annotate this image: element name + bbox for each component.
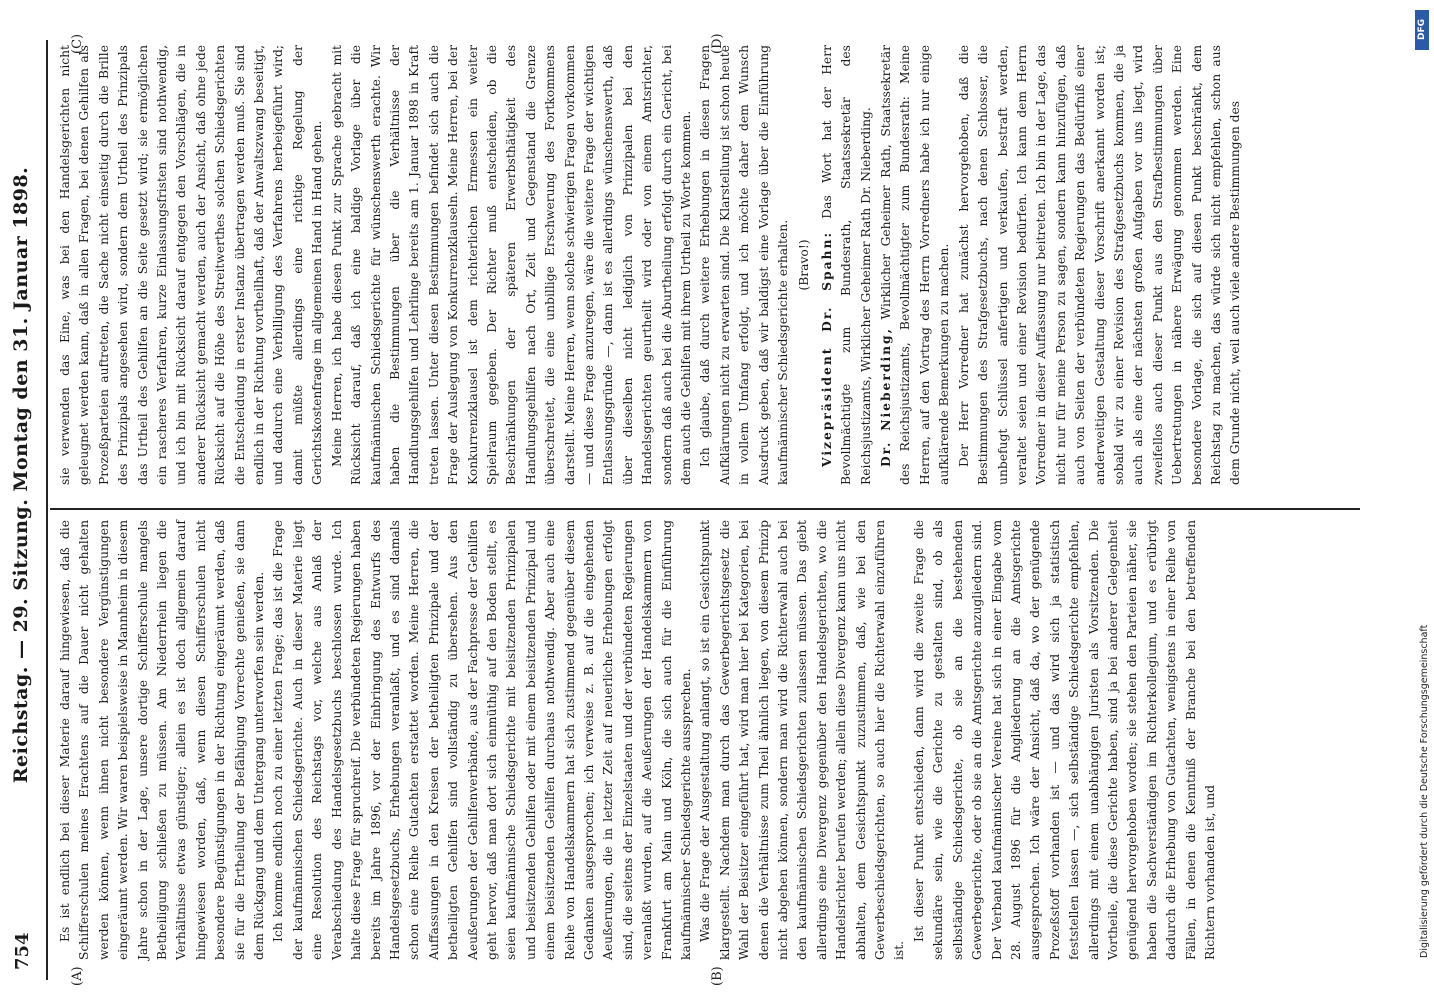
document-page — [0, 30, 1370, 990]
header-rule — [46, 40, 48, 980]
speaker-name: Dr. Nieberding, — [878, 327, 894, 467]
speaker-name: Vizepräsident Dr. Spahn: — [818, 231, 834, 467]
margin-mark-a: (A) — [70, 966, 85, 986]
running-header: Reichstag. — 29. Sitzung. Montag den 31. Januar 1898. — [10, 166, 32, 784]
speech-text: Das Wort hat der Herr Bevollmächtigte zum Bundesrath, Staatssekretär des Reichsjustizamts, Wirklicher Geheimer Rath Dr. Nieberding. — [819, 45, 873, 485]
speech-paragraph — [955, 45, 1246, 485]
digitization-credit — [1412, 6, 1430, 996]
left-column — [56, 520, 1220, 960]
paragraph: Es ist endlich bei dieser Materie darauf hingewiesen, daß die Schifferschulen meines Erachtens auf die Dauer nicht gehalten werden können, wenn ihnen nicht besondere Vergünstigungen eingeräumt werden. Wir waren beispielsweise in Mannheim in diesem Jahre schon in der Lage, unsere dortige Schifferschule mangels Betheiligung schließen zu müssen. Am Niederrhein liegen die Verhältnisse etwas günstiger; allein es ist doch allgemein darauf hingewiesen worden, daß, wenn diesen Schifferschulen nicht besondere Begünstigungen in der Richtung eingeräumt werden, daß sie für die Ertheilung der Befähigung Vorrechte genießen, sie dann dem Rückgang und dem Untergang unterworfen sein werden. — [58, 520, 267, 960]
speech-paragraph — [876, 45, 955, 485]
applause-note: (Bravo!) — [797, 239, 812, 291]
paragraph: Was die Frage der Ausgestaltung anlangt, so ist ein Gesichtspunkt klargestellt. Nachdem man durch das Gewerbegerichtsgesetz die Wahl der Beisitzer eingeführt hat, wird man hier bei Kategorien, bei denen die Verhältnisse zum Theil ähnlich liegen, von diesem Prinzip nicht abgehen können, sondern man wird die Richterwahl auch bei den kaufmännischen Schiedsgerichten zulassen müssen. Das giebt allerdings eine Divergenz gegenüber den Handelsgerichten, wo die Handelsrichter berufen werden; allein diese Divergenz kann uns nicht abhalten, dem Gesichtspunkt zuzustimmen, daß, wie bei den Gewerbeschiedsgerichten, so auch hier die Richterwahl einzuführen ist. — [698, 520, 907, 960]
margin-mark-b: (B) — [710, 966, 725, 986]
paragraph: Ist dieser Punkt entschieden, dann wird die zweite Frage die sekundäre sein, wie die Gerichte zu gestalten sind, ob als selbständige Schiedsgerichte, ob sie an die bestehenden Gewerbegerichte, oder ob sie an die Amtsgerichte anzugliedern sind. Der Verband kaufmännischer Vereine hat sich in einer Eingabe vom 28. August 1896 für die Angliederung an die Amtsgerichte ausgesprochen. Ich wäre der Ansicht, daß da, wo der genügende Prozeßstoff vorhanden ist — und das wird sich ja statistisch feststellen lassen —, sich selbständige Schiedsgerichte empfehlen, allerdings mit einem unabhängigen Juristen als Vorsitzenden. Die Vortheile, die diese Gerichte haben, sind ja bei anderer Gelegenheit genügend hervorgehoben worden; sie stehen den Parteien näher, sie haben die Sachverständigen im Richterkollegium, und es erübrigt dadurch die Erhebung von Gutachten, wenigstens in einer Reihe von Fällen, in denen die Kenntniß der Branche bei den betreffenden Richtern vorhanden ist, und — [911, 520, 1217, 960]
margin-mark-d: (D) — [710, 33, 725, 54]
page-number: 754 — [12, 932, 33, 970]
paragraph: sie verwenden das Eine, was bei den Handelsgerichten nicht geleugnet werden kann, daß in allen Fragen, bei denen Gehilfen als Prozeßparteien auftreten, die Sache nicht einseitig durch die Brille des Prinzipals angesehen wird, sondern dem Urtheil des Prinzipals das Urtheil des Gehilfen an die Seite gesetzt wird; sie ermöglichen ein rascheres Verfahren, kurze Einlassungsfristen sind nothwendig, und ich bin mit Rücksicht darauf entgegen den Vorschlägen, die in anderer Rücksicht gemacht werden, auch der Ansicht, daß ohne jede Rücksicht auf die Höhe des Streitwerthes solchen Schiedsgerichten die Entscheidung in erster Instanz übertragen werden muß. Sie sind endlich in der Richtung vortheilhaft, daß der Anwaltszwang beseitigt, und dadurch eine Verbilligung des Verfahrens herbeigeführt wird; damit müßte allerdings eine richtige Regelung der Gerichtskostenfrage im allgemeinen Hand in Hand gehen. — [58, 45, 325, 485]
speech-text: Wirklicher Geheimer Rath, Staatssekretär des Reichsjustizamts, Bevollmächtigter zum Bundesrath: Meine Herren, auf den Vortrag des Herrn Vorredners habe ich nur einige aufklärende Bemerkungen zu machen. — [879, 45, 952, 485]
right-column — [56, 45, 1246, 485]
dfg-logo: DFG — [1415, 10, 1429, 50]
column-separator — [50, 508, 1360, 510]
paragraph: Ich glaube, daß durch weitere Erhebungen in diesen Fragen Aufklärungen nicht zu erwarten sind. Die Klarstellung ist schon heute in vollem Umfang erfolgt, und ich möchte daher dem Wunsch Ausdruck geben, daß wir baldigst eine Vorlage über die Einführung kaufmännischer Schiedsgerichte erhalten. — [698, 45, 791, 485]
speech-paragraph — [817, 45, 876, 485]
credit-text: Digitalisierung gefördert durch die Deutsche Forschungsgemeinschaft — [1419, 624, 1430, 958]
paragraph: Ich komme endlich noch zu einer letzten Frage; das ist die Frage der kaufmännischen Schiedsgerichte. Auch in dieser Materie liegt eine Resolution des Reichstags vor, welche aus Anlaß der Verabschiedung des Handelsgesetzbuchs beschlossen wurde. Ich halte diese Frage für spruchreif. Die verbündeten Regierungen haben bereits im Jahre 1896, vor der Einbringung des Entwurfs des Handelsgesetzbuchs, Erhebungen veranlaßt, und es sind damals schon eine Reihe Gutachten erstattet worden. Meine Herren, die Auffassungen in den Kreisen der betheiligten Prinzipale und der betheiligten Gehilfen sind vollständig zu übersehen. Aus den Aeußerungen der Gehilfenverbände, aus der Fachpresse der Gehilfen geht hervor, daß man dort sich einmüthig auf den Boden stellt, es seien kaufmännische Schiedsgerichte mit beisitzenden Prinzipalen und beisitzenden Gehilfen oder mit einem beisitzenden Prinzipal und einem beisitzenden Gehilfen durchaus nothwendig. Aber auch eine Reihe von Handelskammern hat sich zustimmend gegenüber diesem Gedanken ausgesprochen; ich verweise z. B. auf die eingehenden Aeußerungen, die in letzter Zeit auf neuerliche Erhebungen erfolgt sind, die seitens der Einzelstaaten und der verbündeten Regierungen veranlaßt wurden, auf die Aeußerungen der Handelskammern von Frankfurt am Main und Köln, die sich auch für die Einführung kaufmännischer Schiedsgerichte aussprechen. — [271, 520, 693, 960]
speech-text: Der Herr Vorredner hat zunächst hervorgehoben, daß die Bestimmungen des Strafgesetzbuchs, nach denen Schlosser, die unbefugt Schlüssel anfertigen und verkaufen, bestraft werden, veraltet seien und einer Revision bedürfen. Ich kann dem Herrn Vorredner in dieser Auffassung nur beitreten. Ich bin in der Lage, das nicht nur für meine Person zu sagen, sondern kann hinzufügen, daß auch von Seiten der verbündeten Regierungen das Bedürfniß einer anderweitigen Gestaltung dieser Vorschrift anerkannt worden ist; sobald wir zu einer Revision des Strafgesetzbuchs kommen, die ja auch als eine der nächsten großen Aufgaben vor uns liegt, wird zweifellos auch dieser Punkt aus den Strafbestimmungen über Uebertretungen in nähere Erwägung genommen werden. Eine besondere Vorlage, die sich auf diesen Punkt beschränkt, dem Reichstag zu machen, das würde sich nicht empfehlen, schon aus dem Grunde nicht, weil auch viele andere Bestimmungen des — [956, 45, 1243, 485]
margin-mark-c: (C) — [70, 33, 85, 54]
paragraph: Meine Herren, ich habe diesen Punkt zur Sprache gebracht mit Rücksicht darauf, daß ich eine baldige Vorlage über die kaufmännischen Schiedsgerichte für wünschenswerth erachte. Wir haben die Bestimmungen über die Verhältnisse der Handlungsgehilfen und Lehrlinge bereits am 1. Januar 1898 in Kraft treten lassen. Unter diesen Bestimmungen befindet sich auch die Frage der Auslegung von Konkurrenzklauseln. Meine Herren, bei der Konkurrenzklausel ist dem richterlichen Ermessen ein weiter Spielraum gegeben. Der Richter muß entscheiden, ob die Beschränkungen der späteren Erwerbsthätigkeit des Handlungsgehilfen nach Ort, Zeit und Gegenstand die Grenze überschreitet, die eine unbillige Erschwerung des Fortkommens darstellt. Meine Herren, wenn solche schwierigen Fragen vorkommen — und diese Frage anzuregen, wäre die weitere Frage der wichtigen Entlassungsgründe —, dann ist es allerdings wünschenswerth, daß über dieselben nicht lediglich von Prinzipalen bei den Handelsgerichten geurtheilt wird oder von einem Amtsrichter, sondern daß auch bei die Aburtheilung erfolgt durch ein Gericht, bei dem auch die Gehilfen mit ihrem Urtheil zu Worte kommen. — [329, 45, 693, 485]
